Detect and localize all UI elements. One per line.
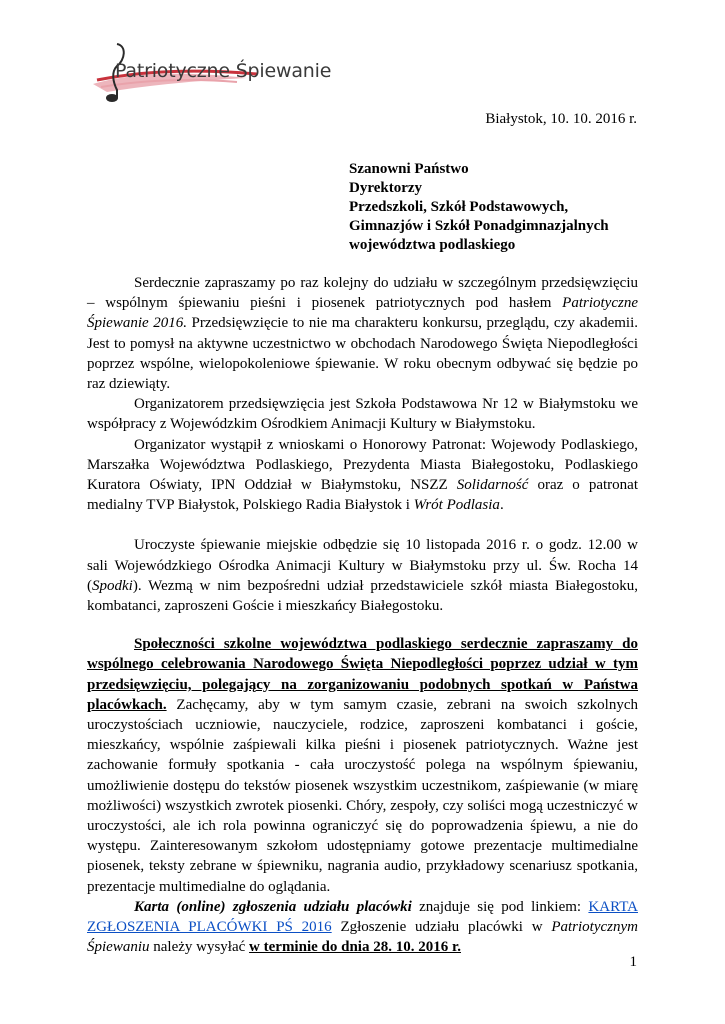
logo-text: Patriotyczne Śpiewanie	[115, 60, 332, 82]
dateline: Białystok, 10. 10. 2016 r.	[485, 111, 637, 127]
address-line: Dyrektorzy	[349, 180, 423, 196]
letter-body	[87, 273, 638, 958]
address-line: Przedszkoli, Szkół Podstawowych,	[349, 199, 569, 215]
paragraph-organizer: Organizatorem przedsięwzięcia jest Szkoła Podstawowa Nr 12 w Białymstoku we współpracy z Wojewódzkim Ośrodkiem Animacji Kultury w Białymstoku.	[87, 396, 638, 433]
paragraph-registration: Karta (online) zgłoszenia udziału placówki znajduje się pod linkiem: KARTA ZGŁOSZENIA PLACÓWKI PŚ 2016 Zgłoszenie udziału placówki w Patriotycznym Śpiewaniu należy wysyłać w terminie do dnia 28. 10. 2016 r.	[87, 898, 638, 956]
paragraph-invitation: Serdecznie zapraszamy po raz kolejny do udziału w szczególnym przedsięwzięciu – wspólnym śpiewaniu pieśni i piosenek patriotycznych pod hasłem Patriotyczne Śpiewanie 2016. Przedsięwzięcie to nie ma charakteru konkursu, przeglądu, czy akademii. Jest to pomysł na aktywne uczestnictwo w obchodach Narodowego Święta Niepodległości poprzez wspólne, wielopokoleniowe śpiewanie. W roku obecnym odbywać się będzie po raz dziewiąty.	[87, 275, 639, 393]
address-line: Szanowni Państwo	[349, 161, 469, 177]
recipient-address	[349, 160, 669, 255]
logo	[87, 40, 332, 106]
address-line: województwa podlaskiego	[349, 237, 516, 253]
paragraph-ceremony: Uroczyste śpiewanie miejskie odbędzie się 10 listopada 2016 r. o godz. 12.00 w sali Wojewódzkiego Ośrodka Animacji Kultury w Białymstoku przy ul. Św. Rocha 14 (Spodki). Wezmą w nim bezpośredni udział przedstawiciele szkół miasta Białegostoku, kombatanci, zaproszeni Goście i mieszkańcy Białegostoku.	[87, 537, 638, 615]
page-number: 1	[629, 954, 637, 970]
deadline: w terminie do dnia 28. 10. 2016 r.	[249, 939, 461, 956]
paragraph-schools: Społeczności szkolne województwa podlaskiego serdecznie zapraszamy do wspólnego celebrowania Narodowego Święta Niepodległości poprzez udział w tym przedsięwzięciu, polegający na zorganizowaniu podobnych spotkań w Państwa placówkach. Zachęcamy, aby w tym samym czasie, zebrani na swoich szkolnych uroczystościach uczniowie, nauczyciele, rodzice, zaproszeni kombatanci i goście, mieszkańcy, wspólnie zaśpiewali kilka pieśni i piosenek patriotycznych. Ważne jest zachowanie formuły spotkania - cała uroczystość polega na wspólnym śpiewaniu, umożliwienie dostępu do tekstów piosenek wszystkim uczestnikom, zaśpiewanie (w miarę możliwości) wszystkich zwrotek piosenki. Chóry, zespoły, czy soliści mogą uczestniczyć w uroczystości, ale ich rola powinna ograniczyć się do poprowadzenia śpiewu, a nie do występu. Zainteresowanym szkołom udostępniamy gotowe prezentacje multimedialne piosenek, teksty zebrane w śpiewniku, nagrania audio, przykładowy scenariusz spotkania, prezentacje multimedialne do oglądania.	[87, 636, 638, 895]
paragraph-patronage: Organizator wystąpił z wnioskami o Honorowy Patronat: Wojewody Podlaskiego, Marszałka Województwa Podlaskiego, Prezydenta Miasta Białegostoku, Podlaskiego Kuratora Oświaty, IPN Oddział w Białymstoku, NSZZ Solidarność oraz o patronat medialny TVP Białystok, Polskiego Radia Białystok i Wrót Podlasia.	[87, 436, 638, 514]
registration-link[interactable]: KARTA ZGŁOSZENIA PLACÓWKI PŚ 2016	[87, 898, 638, 936]
address-line: Gimnazjów i Szkół Ponadgimnazjalnych	[349, 218, 609, 234]
